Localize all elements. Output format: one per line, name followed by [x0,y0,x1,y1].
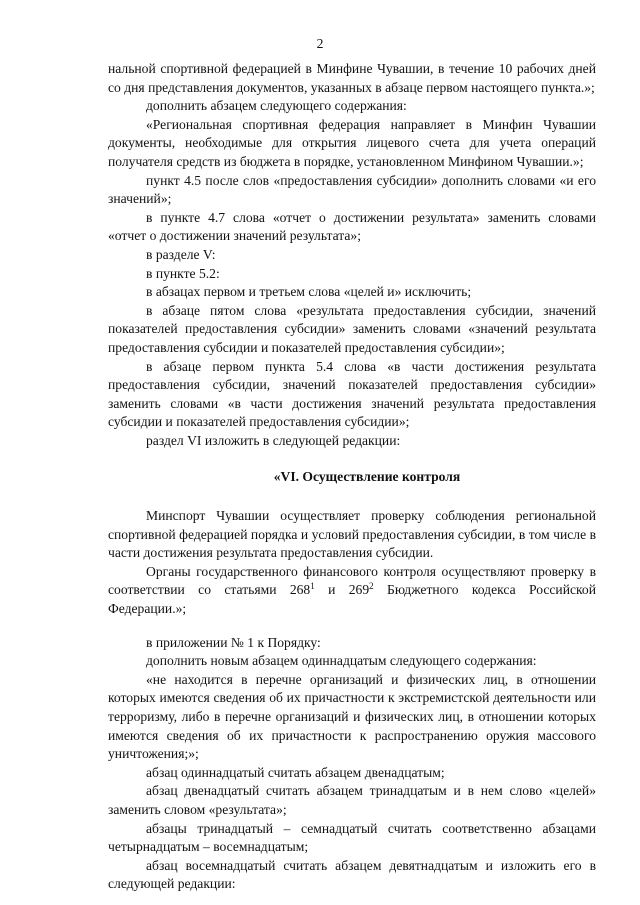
paragraph: абзац двенадцатый считать абзацем тринадцатым и в нем слово «целей» заменить словом «результата»; [108,783,596,817]
paragraph: абзац одиннадцатый считать абзацем двенадцатым; [146,764,445,780]
text-fragment: Бюджетного кодекса Российской Федерации.»; [108,582,596,617]
paragraph: в пункте 5.2: [146,265,220,281]
paragraph: «не находится в перечне организаций и физических лиц, в отношении которых имеются сведения об их причастности к экстремистской деятельности или терроризму, либо в перечне организаций и физических лиц, в отношении которых имеются сведения об их причастности к распространению оружия массового уничтожения;»; [108,671,596,762]
text-fragment: и 269 [314,582,370,598]
paragraph: в абзацах первом и третьем слова «целей и» исключить; [146,284,472,300]
paragraph: абзац восемнадцатый считать абзацем девятнадцатым и изложить его в следующей редакции: [108,857,596,892]
paragraph: в абзаце первом пункта 5.4 слова «в части достижения результата предоставления субсидии, значений показателей предоставления субсидии» заменить словами «в части достижения значений результата предоставления субсидии и показателей предоставления субсидии»; [108,358,596,430]
paragraph: Минспорт Чувашии осуществляет проверку соблюдения региональной спортивной федерацией порядка и условий предоставления субсидии, в том числе в части достижения результата предоставления субсидии. [108,508,596,561]
superscript: 1 [310,581,315,592]
paragraph: пункт 4.5 после слов «предоставления субсидии» дополнить словами «и его значений»; [108,172,596,207]
superscript: 2 [369,581,374,592]
paragraph: нальной спортивной федерацией в Минфине Чувашии, в течение 10 рабочих дней со дня представления документов, указанных в абзаце первом настоящего пункта.»; [108,61,596,95]
paragraph: «Региональная спортивная федерация направляет в Минфин Чувашии документы, необходимые для открытия лицевого счета для учета операций получателя средств из бюджета в порядке, установленном Минфином Чувашии.»; [108,116,596,169]
document-body [108,60,596,894]
text-fragment: Органы государственного финансового контроля осуществляют проверку в соответствии со статьями 268 [108,563,596,598]
paragraph: дополнить абзацем следующего содержания: [146,98,407,114]
page-number: 2 [316,36,324,51]
paragraph: дополнить новым абзацем одиннадцатым следующего содержания: [146,653,537,669]
paragraph: в разделе V: [146,246,216,262]
paragraph: в приложении № 1 к Порядку: [146,634,321,650]
paragraph: в пункте 4.7 слова «отчет о достижении результата» заменить словами «отчет о достижении значений результата»; [108,209,596,244]
paragraph: раздел VI изложить в следующей редакции: [146,432,401,448]
paragraph: абзацы тринадцатый – семнадцатый считать соответственно абзацами четырнадцатым – восемнадцатым; [108,820,596,855]
section-heading: «VI. Осуществление контроля [273,469,461,485]
paragraph [108,563,596,619]
paragraph: в абзаце пятом слова «результата предоставления субсидии, значений показателей предоставления субсидии» заменить словами «значений результата предоставления субсидии и показателей предоставления субсидии»; [108,302,596,355]
